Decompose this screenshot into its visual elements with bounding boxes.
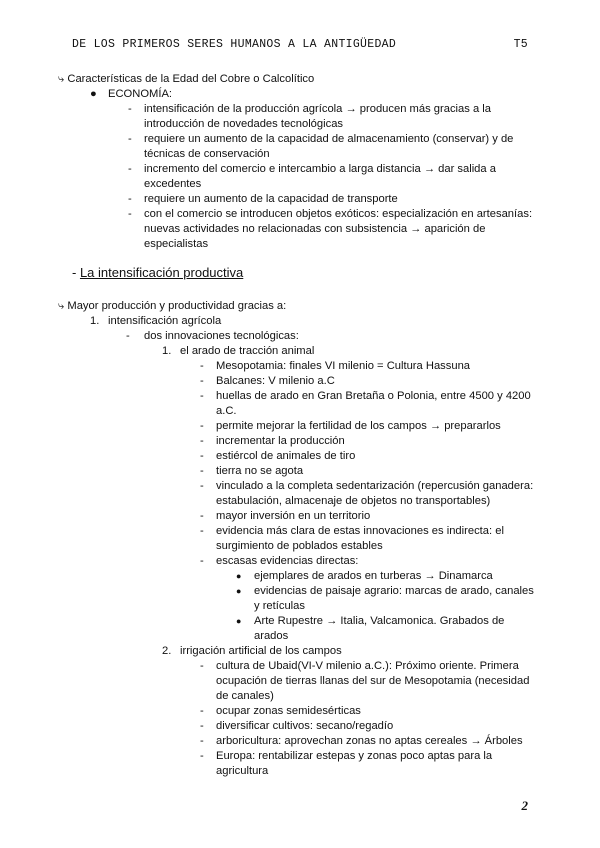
list-item bbox=[72, 569, 534, 584]
evidencias-list bbox=[72, 569, 534, 644]
list-item-text: Europa: rentabilizar estepas y zonas poco aptas para la agricultura bbox=[216, 750, 493, 777]
list-item-text: ejemplares de arados en turberas → Dinamarca bbox=[254, 570, 493, 582]
bullet-icon: ● bbox=[236, 616, 242, 626]
list-item bbox=[72, 734, 534, 749]
list-item-text: Balcanes: V milenio a.C bbox=[216, 375, 335, 387]
list-item bbox=[72, 614, 534, 644]
page-header bbox=[72, 38, 528, 51]
section-heading bbox=[72, 264, 534, 281]
list-item bbox=[72, 554, 534, 569]
irrigacion-list bbox=[72, 659, 534, 779]
dash-marker: - bbox=[200, 390, 204, 402]
list-item-text: evidencias de paisaje agrario: marcas de arado, canales y retículas bbox=[254, 585, 534, 612]
list-item-text: ocupar zonas semidesérticas bbox=[216, 705, 361, 717]
list-item-text: cultura de Ubaid(VI-V milenio a.C.): Próximo oriente. Primera ocupación de tierras llanas del sur de Mesopotamia (necesidad de canales) bbox=[216, 660, 530, 702]
list-item bbox=[72, 132, 534, 162]
list-item-text: Mesopotamia: finales VI milenio = Cultura Hassuna bbox=[216, 360, 471, 372]
section-title: La intensificación productiva bbox=[79, 265, 244, 280]
list-item bbox=[72, 659, 534, 704]
list-item bbox=[72, 374, 534, 389]
dash-marker: - bbox=[128, 103, 132, 115]
list-item-text: requiere un aumento de la capacidad de almacenamiento (conservar) y de técnicas de conservación bbox=[144, 133, 514, 160]
list-item-text: permite mejorar la fertilidad de los campos → prepararlos bbox=[216, 420, 501, 432]
list-item-text: arboricultura: aprovechan zonas no aptas cereales → Árboles bbox=[216, 735, 523, 747]
list-item-text: diversificar cultivos: secano/regadío bbox=[216, 720, 394, 732]
list-item-text: incrementar la producción bbox=[216, 435, 345, 447]
list-item bbox=[72, 419, 534, 434]
list-item bbox=[72, 584, 534, 614]
list-item-text: requiere un aumento de la capacidad de transporte bbox=[144, 193, 398, 205]
dash-marker: - bbox=[128, 208, 132, 220]
list-item-text: vinculado a la completa sedentarización (repercusión ganadera: estabulación, almacenaje de objetos no transportables) bbox=[216, 480, 534, 507]
dash-marker: - bbox=[200, 735, 204, 747]
irrigacion-label: irrigación artificial de los campos bbox=[180, 645, 342, 657]
economia-label: ECONOMÍA: bbox=[108, 88, 173, 100]
dash-marker: - bbox=[200, 525, 204, 537]
dash-marker: - bbox=[128, 133, 132, 145]
intensificacion-item bbox=[72, 314, 534, 329]
dash-marker: - bbox=[200, 435, 204, 447]
dash-marker: - bbox=[128, 163, 132, 175]
intro-heading: ⤷ Características de la Edad del Cobre o Calcolítico bbox=[58, 73, 315, 85]
mayor-heading: ⤷ Mayor producción y productividad gracias a: bbox=[58, 300, 287, 312]
list-item bbox=[72, 162, 534, 192]
list-number: 1. bbox=[90, 315, 100, 327]
arado-list bbox=[72, 359, 534, 569]
list-item bbox=[72, 524, 534, 554]
list-item bbox=[72, 359, 534, 374]
bullet-icon: ● bbox=[236, 571, 242, 581]
list-item bbox=[72, 389, 534, 419]
dash-marker: - bbox=[200, 375, 204, 387]
list-item-text: evidencia más clara de estas innovaciones es indirecta: el surgimiento de poblados estables bbox=[216, 525, 504, 552]
list-item bbox=[72, 102, 534, 132]
list-item-text: tierra no se agota bbox=[216, 465, 304, 477]
dash-marker: - bbox=[200, 750, 204, 762]
list-item bbox=[72, 719, 534, 734]
list-number: 1. bbox=[162, 345, 172, 357]
dash-marker: - bbox=[200, 555, 204, 567]
intensificacion-label: intensificación agrícola bbox=[108, 315, 222, 327]
list-item-text: intensificación de la producción agrícola → producen más gracias a la introducción de novedades tecnológicas bbox=[144, 103, 492, 130]
list-item bbox=[72, 479, 534, 509]
list-item bbox=[72, 434, 534, 449]
arado-item bbox=[72, 344, 534, 359]
dash-marker: - bbox=[200, 660, 204, 672]
list-number: 2. bbox=[162, 645, 172, 657]
dash-marker: - bbox=[126, 330, 130, 342]
dash-marker: - bbox=[200, 510, 204, 522]
list-item bbox=[72, 192, 534, 207]
list-item-text: Arte Rupestre → Italia, Valcamonica. Grabados de arados bbox=[254, 615, 505, 642]
arado-label: el arado de tracción animal bbox=[180, 345, 315, 357]
dash-marker: - bbox=[200, 450, 204, 462]
dash-marker: - bbox=[200, 720, 204, 732]
list-item-text: mayor inversión en un territorio bbox=[216, 510, 371, 522]
list-item-text: estiércol de animales de tiro bbox=[216, 450, 356, 462]
list-item bbox=[72, 464, 534, 479]
bullet-icon: ● bbox=[90, 88, 97, 100]
list-item bbox=[72, 509, 534, 524]
dash-marker: - bbox=[200, 420, 204, 432]
economia-list bbox=[72, 102, 534, 252]
page-number: 2 bbox=[521, 798, 528, 813]
section-dash: - bbox=[72, 265, 80, 280]
innovaciones-label: dos innovaciones tecnológicas: bbox=[144, 330, 299, 342]
dash-marker: - bbox=[200, 480, 204, 492]
dash-marker: - bbox=[128, 193, 132, 205]
header-code: T5 bbox=[513, 38, 528, 51]
economia-item bbox=[72, 87, 534, 102]
dash-marker: - bbox=[200, 360, 204, 372]
list-item-text: incremento del comercio e intercambio a larga distancia → dar salida a excedentes bbox=[144, 163, 496, 190]
list-item bbox=[72, 449, 534, 464]
document-body bbox=[58, 72, 534, 779]
bullet-icon: ● bbox=[236, 586, 242, 596]
list-item bbox=[72, 749, 534, 779]
list-item-text: escasas evidencias directas: bbox=[216, 555, 359, 567]
irrigacion-item bbox=[72, 644, 534, 659]
header-title: DE LOS PRIMEROS SERES HUMANOS A LA ANTIGÜEDAD bbox=[72, 38, 397, 51]
dash-marker: - bbox=[200, 705, 204, 717]
list-item bbox=[72, 704, 534, 719]
list-item bbox=[72, 207, 534, 252]
list-item-text: con el comercio se introducen objetos exóticos: especialización en artesanías: nuevas actividades no relacionadas con subsistencia → aparición de especialistas bbox=[144, 208, 533, 250]
list-item-text: huellas de arado en Gran Bretaña o Polonia, entre 4500 y 4200 a.C. bbox=[216, 390, 531, 417]
innovaciones-item bbox=[72, 329, 534, 344]
dash-marker: - bbox=[200, 465, 204, 477]
